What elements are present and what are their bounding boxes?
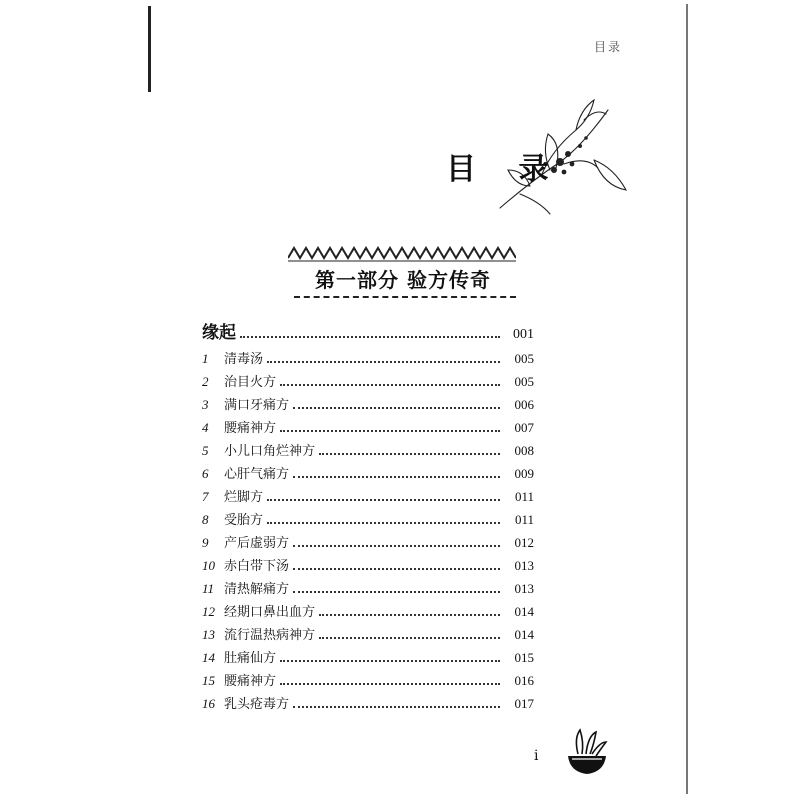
part-title: 第一部分 验方传奇 xyxy=(315,268,491,292)
page-title: 目 录 xyxy=(446,152,565,187)
toc-leader xyxy=(293,591,500,593)
zigzag-ornament-icon xyxy=(288,244,516,262)
toc-entry[interactable] xyxy=(202,555,534,578)
toc-leader xyxy=(319,637,500,639)
toc-entry[interactable] xyxy=(202,348,534,371)
toc-entry-page: 014 xyxy=(514,627,534,642)
toc-entry-title: 清热解痛方 xyxy=(224,582,290,597)
toc-leader xyxy=(280,384,500,386)
toc-leader xyxy=(319,614,500,616)
toc-leader xyxy=(267,361,500,363)
toc-entry[interactable] xyxy=(202,509,534,532)
toc-entry-number: 7 xyxy=(202,489,209,504)
toc-leader xyxy=(267,499,500,501)
toc-entry[interactable] xyxy=(202,440,534,463)
toc-entry-title: 缘起 xyxy=(202,323,236,343)
toc-entry-title: 小儿口角烂神方 xyxy=(224,444,316,459)
toc-entry[interactable] xyxy=(202,670,534,693)
toc-entry[interactable] xyxy=(202,578,534,601)
toc-leader xyxy=(240,336,500,338)
toc-entry[interactable] xyxy=(202,647,534,670)
toc-entry-page: 005 xyxy=(514,374,534,389)
running-head: 目录 xyxy=(594,40,623,54)
toc-entry[interactable] xyxy=(202,371,534,394)
toc-entry-title: 乳头疮毒方 xyxy=(224,697,290,712)
part-underline xyxy=(294,296,516,298)
toc-entry[interactable] xyxy=(202,693,534,716)
page-folio: i xyxy=(534,748,539,764)
toc-entry-number: 2 xyxy=(202,374,209,389)
toc-entries xyxy=(202,348,534,716)
toc-entry-number: 9 xyxy=(202,535,209,550)
toc-entry-preface[interactable] xyxy=(202,318,534,348)
toc-entry-title: 心肝气痛方 xyxy=(224,467,290,482)
toc-entry-number: 5 xyxy=(202,443,209,458)
toc-entry-page: 007 xyxy=(514,420,534,435)
toc-entry-title: 经期口鼻出血方 xyxy=(224,605,316,620)
scan-edge-left xyxy=(148,6,151,92)
toc-leader xyxy=(267,522,500,524)
toc-entry-title: 腰痛神方 xyxy=(224,674,277,689)
toc-entry-page: 013 xyxy=(514,558,534,573)
table-of-contents xyxy=(202,318,534,716)
toc-entry[interactable] xyxy=(202,486,534,509)
toc-entry-page: 011 xyxy=(514,512,534,527)
herb-bowl-icon xyxy=(566,728,608,776)
toc-leader xyxy=(280,430,500,432)
toc-entry-page: 015 xyxy=(514,650,534,665)
toc-leader xyxy=(293,476,500,478)
toc-entry-title: 烂脚方 xyxy=(224,490,264,505)
toc-leader xyxy=(293,407,500,409)
toc-entry-page: 014 xyxy=(514,604,534,619)
toc-entry-number: 13 xyxy=(202,627,215,642)
toc-entry-page: 005 xyxy=(514,351,534,366)
toc-entry-page: 017 xyxy=(514,696,534,711)
toc-entry[interactable] xyxy=(202,394,534,417)
toc-entry-title: 治目火方 xyxy=(224,375,277,390)
toc-entry-number: 1 xyxy=(202,351,209,366)
toc-entry[interactable] xyxy=(202,532,534,555)
toc-entry-page: 006 xyxy=(514,397,534,412)
toc-entry-page: 011 xyxy=(514,489,534,504)
toc-entry-number: 16 xyxy=(202,696,215,711)
toc-entry-page: 016 xyxy=(514,673,534,688)
toc-entry[interactable] xyxy=(202,417,534,440)
toc-entry-title: 肚痛仙方 xyxy=(224,651,277,666)
toc-entry-page: 008 xyxy=(514,443,534,458)
toc-entry-page: 012 xyxy=(514,535,534,550)
toc-entry[interactable] xyxy=(202,463,534,486)
toc-leader xyxy=(280,660,500,662)
toc-entry-title: 流行温热病神方 xyxy=(224,628,316,643)
scan-edge-right xyxy=(686,4,688,794)
toc-entry[interactable] xyxy=(202,624,534,647)
toc-entry-number: 12 xyxy=(202,604,215,619)
toc-entry-number: 14 xyxy=(202,650,215,665)
toc-entry[interactable] xyxy=(202,601,534,624)
toc-leader xyxy=(280,683,500,685)
toc-entry-number: 6 xyxy=(202,466,209,481)
toc-leader xyxy=(293,568,500,570)
toc-leader xyxy=(293,706,500,708)
toc-entry-title: 受胎方 xyxy=(224,513,264,528)
toc-entry-page: 013 xyxy=(514,581,534,596)
toc-entry-number: 4 xyxy=(202,420,209,435)
toc-entry-number: 15 xyxy=(202,673,215,688)
toc-entry-title: 赤白带下汤 xyxy=(224,559,290,574)
toc-entry-title: 产后虚弱方 xyxy=(224,536,290,551)
toc-entry-number: 3 xyxy=(202,397,209,412)
toc-entry-number: 10 xyxy=(202,558,215,573)
toc-entry-number: 11 xyxy=(202,581,215,596)
toc-leader xyxy=(319,453,500,455)
toc-entry-page: 001 xyxy=(513,327,534,342)
toc-entry-number: 8 xyxy=(202,512,209,527)
toc-entry-title: 清毒汤 xyxy=(224,352,264,367)
toc-leader xyxy=(293,545,500,547)
toc-entry-page: 009 xyxy=(514,466,534,481)
toc-entry-title: 腰痛神方 xyxy=(224,421,277,436)
toc-entry-title: 满口牙痛方 xyxy=(224,398,290,413)
